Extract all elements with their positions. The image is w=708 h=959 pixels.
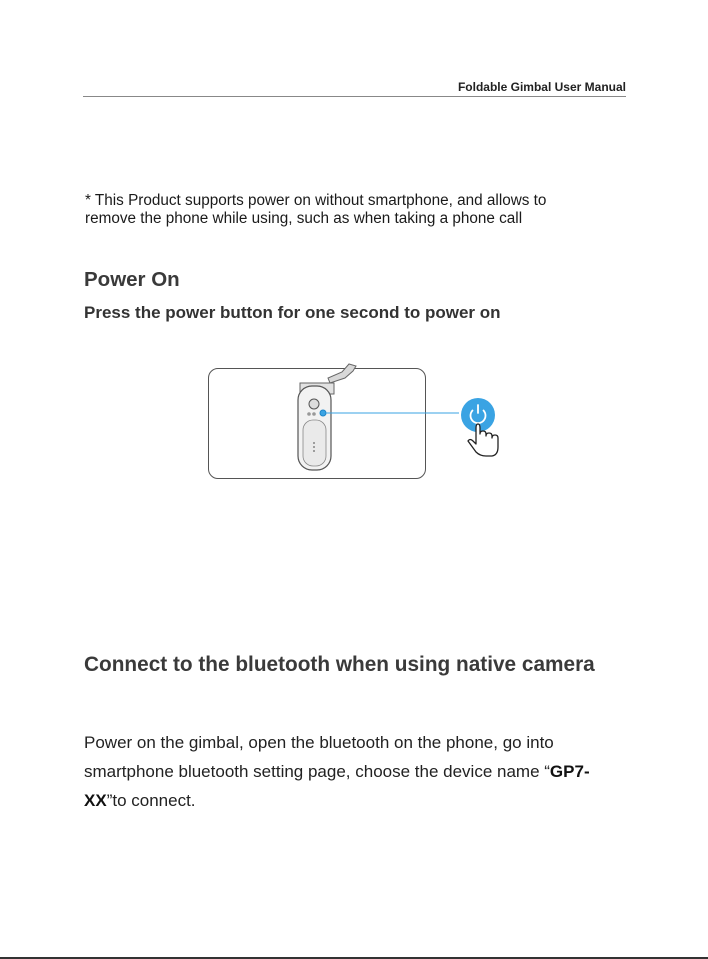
- gimbal-indicator-dot: [313, 446, 315, 448]
- gimbal-power-button: [320, 410, 326, 416]
- power-on-heading: Power On: [84, 268, 180, 291]
- bluetooth-instructions-start: Power on the gimbal, open the bluetooth on the phone, go into smartphone bluetooth setting page, choose the device name “: [84, 733, 554, 781]
- gimbal-small-button: [307, 412, 311, 416]
- gimbal-small-button-2: [312, 412, 316, 416]
- gimbal-joystick: [309, 399, 319, 409]
- product-note: * This Product supports power on without smartphone, and allows to remove the phone while using, such as when taking a phone call: [85, 192, 547, 227]
- bluetooth-heading: Connect to the bluetooth when using native camera: [84, 653, 595, 676]
- device-name: GP7-XX: [84, 762, 590, 810]
- bluetooth-instructions: [84, 728, 604, 815]
- gimbal-indicator-dot: [313, 450, 315, 452]
- gimbal-indicator-dot: [313, 442, 315, 444]
- power-on-instruction: Press the power button for one second to power on: [84, 303, 501, 322]
- bluetooth-instructions-end: ”to connect.: [106, 791, 196, 810]
- header-title: Foldable Gimbal User Manual: [457, 80, 626, 94]
- gimbal-arm: [328, 364, 356, 383]
